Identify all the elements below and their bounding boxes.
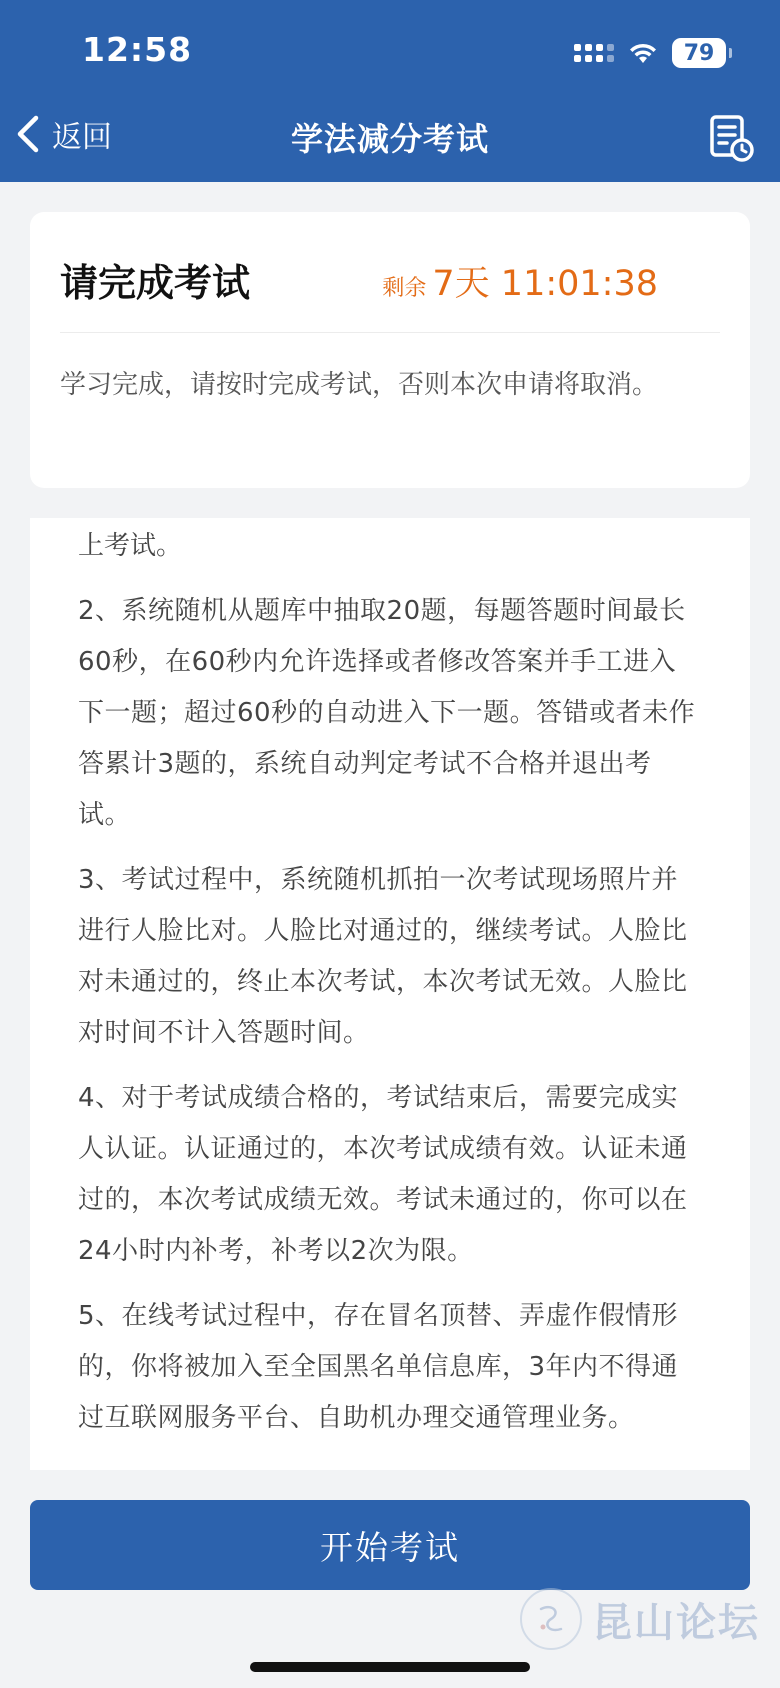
- rule-item: 5、在线考试过程中，存在冒名顶替、弄虚作假情形的，你将被加入至全国黑名单信息库，3年内不得通过互联网服务平台、自助机办理交通管理业务。: [78, 1301, 679, 1433]
- home-indicator: [250, 1662, 530, 1672]
- rule-item: 2、系统随机从题库中抽取20题，每题答题时间最长60秒，在60秒内允许选择或者修改答案并手工进入下一题；超过60秒的自动进入下一题。答错或者未作答累计3题的，系统自动判定考试不合格并退出考试。: [78, 596, 696, 830]
- exam-card-description: 学习完成，请按时完成考试，否则本次申请将取消。: [60, 370, 659, 400]
- exam-card-title: 请完成考试: [60, 261, 251, 305]
- start-exam-button[interactable]: 开始考试: [30, 1500, 750, 1590]
- exam-record-icon[interactable]: [708, 114, 754, 162]
- rule-item: 3、考试过程中，系统随机抓拍一次考试现场照片并进行人脸比对。人脸比对通过的，继续考试。人脸比对未通过的，终止本次考试，本次考试无效。人脸比对时间不计入答题时间。: [78, 865, 688, 1048]
- status-time: 12:58: [82, 30, 193, 69]
- rule-item: 4、对于考试成绩合格的，考试结束后，需要完成实人认证。认证通过的，本次考试成绩有效。认证未通过的，本次考试成绩无效。考试未通过的，你可以在24小时内补考，补考以2次为限。: [78, 1083, 688, 1266]
- countdown-label: 剩余: [382, 276, 427, 301]
- forum-logo-icon: [520, 1588, 582, 1650]
- page-title: 学法减分考试: [290, 120, 489, 158]
- countdown-value: 7天 11:01:38: [432, 264, 658, 304]
- watermark: [520, 1588, 760, 1650]
- divider: [60, 332, 720, 333]
- top-header: [0, 0, 780, 182]
- exam-rules-content: [78, 518, 702, 1444]
- cellular-signal-icon: [574, 44, 614, 62]
- exam-rules-panel[interactable]: [30, 518, 750, 1470]
- battery-indicator: 79: [672, 38, 726, 68]
- countdown: [382, 256, 658, 306]
- back-label: 返回: [52, 120, 112, 155]
- wifi-icon: [628, 41, 658, 65]
- status-icons: [574, 36, 726, 70]
- rule-tail-text: 上考试。: [78, 531, 183, 561]
- exam-status-card: [30, 212, 750, 488]
- watermark-text: 昆山论坛: [592, 1598, 760, 1646]
